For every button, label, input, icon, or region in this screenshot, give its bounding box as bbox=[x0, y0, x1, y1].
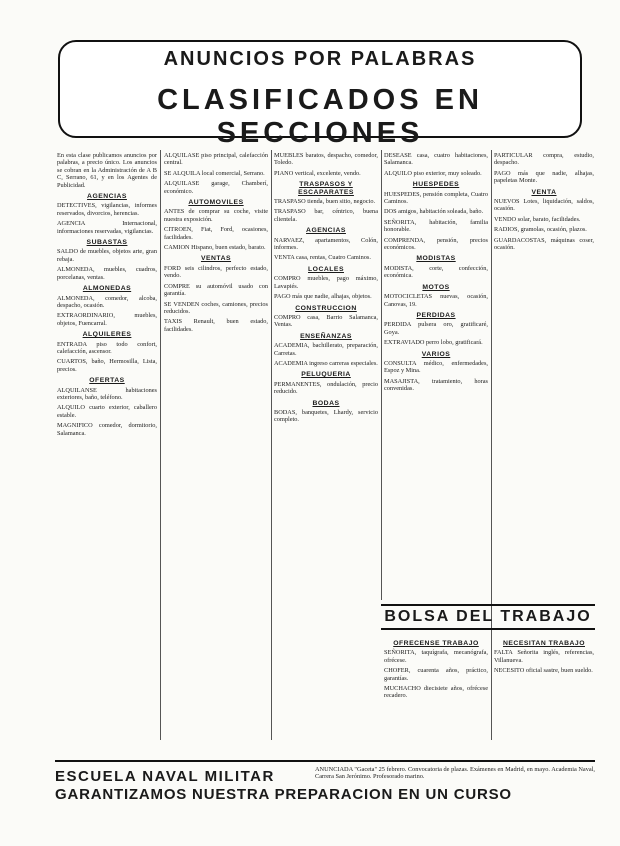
classified-ad: RADIOS, gramolas, ocasión, plazos. bbox=[494, 226, 587, 234]
bolsa-del-trabajo-title: BOLSA DEL TRABAJO bbox=[381, 604, 595, 630]
column-1 bbox=[57, 152, 157, 712]
classified-ad: MOTOCICLETAS nuevas, ocasión, Canovas, 19. bbox=[384, 293, 488, 308]
classified-ad: ALQUILASE garage, Chamberí, económico. bbox=[164, 180, 268, 195]
column-rule bbox=[491, 150, 492, 740]
classified-ad: COMPRO casa, Barrio Salamanca, Ventas. bbox=[274, 313, 378, 329]
section-title: AUTOMOVILES bbox=[188, 199, 244, 207]
section-title: ALQUILERES bbox=[82, 331, 132, 339]
classified-ad: VENDO solar, barato, facilidades. bbox=[494, 215, 581, 223]
section-title: TRASPASOS Y ESCAPARATES bbox=[298, 181, 354, 196]
classified-ad: ALQUILO cuarto exterior, caballero estable. bbox=[57, 404, 157, 419]
classified-ad: NECESITO oficial sastre, buen sueldo. bbox=[494, 667, 593, 675]
classified-ad: TAXIS Renault, buen estado, facilidades. bbox=[164, 318, 268, 333]
classified-ad: TRASPASO bar, céntrico, buena clientela. bbox=[274, 208, 378, 223]
classified-ad: COMPRO muebles, pago máximo, Lavapiés. bbox=[274, 275, 378, 290]
classified-ad: MUEBLES baratos, despacho, comedor, Toledo. bbox=[274, 152, 378, 167]
classified-ad: FORD seis cilindros, perfecto estado, vendo. bbox=[164, 264, 268, 280]
header-title-line2: CLASIFICADOS EN SECCIONES bbox=[157, 84, 483, 149]
classified-ad: GUARDACOSTAS, máquinas coser, ocasión. bbox=[494, 236, 594, 252]
classified-ad: DETECTIVES, vigilancias, informes reservados, divorcios, herencias. bbox=[57, 202, 157, 217]
classified-ad: SEÑORITA, taquígrafa, mecanógrafa, ofrécese. bbox=[384, 649, 488, 664]
classified-ad: ENTRADA piso todo confort, calefacción, ascensor. bbox=[57, 340, 157, 355]
classified-ad: MUCHACHO diecisiete años, ofrécese recadero. bbox=[384, 685, 488, 700]
classified-ad: PERDIDA pulsera oro, gratificaré, Goya. bbox=[384, 321, 488, 336]
section-title: HUESPEDES bbox=[412, 181, 460, 189]
column-2 bbox=[164, 152, 268, 712]
classified-ad: SE ALQUILA local comercial, Serrano. bbox=[164, 169, 265, 177]
classified-ad: NUEVOS Lotes, liquidación, saldos, ocasión. bbox=[494, 198, 594, 213]
classified-ad: NARVAEZ, apartamentos, Colón, informes. bbox=[274, 236, 378, 252]
classified-ad: VENTA casa, rentas, Cuatro Caminos. bbox=[274, 254, 371, 262]
classified-ad: HUESPEDES, pensión completa, Cuatro Caminos. bbox=[384, 190, 488, 206]
classified-ad: MAGNIFICO comedor, dormitorio, Salamanca. bbox=[57, 422, 157, 437]
column-rule bbox=[160, 150, 161, 740]
classified-ad: ALQUILANSE habitaciones exteriores, baño, teléfono. bbox=[57, 386, 157, 401]
classified-ad: DOS amigos, habitación soleada, baño. bbox=[384, 208, 484, 216]
classified-ad: EXTRAORDINARIO, muebles, objetos, Fuencarral. bbox=[57, 312, 157, 327]
column-4 bbox=[384, 152, 488, 592]
classified-ad: COMPRE su automóvil usado con garantía. bbox=[164, 282, 268, 298]
bolsa-necesita-column bbox=[494, 636, 594, 746]
section-title: CONSTRUCCION bbox=[295, 304, 357, 312]
classified-ad: SEÑORITA, habitación, familia honorable. bbox=[384, 218, 488, 234]
section-title: VARIOS bbox=[421, 350, 451, 358]
classified-ad: BODAS, banquetes, Lhardy, servicio completo. bbox=[274, 408, 378, 424]
col1-sections bbox=[57, 193, 157, 437]
classified-ad: CHOFER, cuarenta años, práctico, garantías. bbox=[384, 667, 488, 682]
header-title-line1: ANUNCIOS POR PALABRAS bbox=[163, 48, 477, 70]
classified-ad: FALTA Señorita inglés, referencias, Villanueva. bbox=[494, 649, 594, 664]
classified-ad: ANTES de comprar su coche, visite nuestra exposición. bbox=[164, 208, 268, 223]
classified-ad: ACADEMIA ingreso carreras especiales. bbox=[274, 359, 378, 367]
classified-ad: TRASPASO tienda, buen sitio, negocio. bbox=[274, 198, 376, 206]
classified-ad: ACADEMIA, bachillerato, preparación, Carretas. bbox=[274, 342, 378, 357]
column-rule bbox=[271, 150, 272, 740]
classified-ad: MODISTA, corte, confección, económica. bbox=[384, 264, 488, 280]
classified-ad: EXTRAVIADO perro lobo, gratificará. bbox=[384, 339, 483, 347]
naval-school-ad bbox=[55, 760, 595, 804]
classified-ad: PARTICULAR compra, estudio, despacho. bbox=[494, 152, 594, 167]
classified-ad: SALDO de muebles, objetos arte, gran rebaja. bbox=[57, 248, 157, 263]
section-title: PERDIDAS bbox=[416, 311, 456, 319]
section-title: OFERTAS bbox=[89, 377, 125, 385]
bolsa-oferta-column bbox=[384, 636, 488, 746]
classified-ad: ALMONEDA, comedor, alcoba, despacho, ocasión. bbox=[57, 294, 157, 309]
footer-slogan: GARANTIZAMOS NUESTRA PREPARACION EN UN CURSO bbox=[55, 786, 512, 803]
classified-ad: MASAJISTA, tratamiento, horas convenidas. bbox=[384, 377, 488, 393]
footer-headline: ESCUELA NAVAL MILITAR bbox=[55, 768, 275, 785]
section-title: LOCALES bbox=[308, 265, 344, 273]
classified-ad: CAMION Hispano, buen estado, barato. bbox=[164, 244, 266, 252]
section-title: SUBASTAS bbox=[86, 239, 128, 247]
section-title: ALMONEDAS bbox=[82, 285, 132, 293]
classified-ad: PAGO más que nadie, alhajas, objetos. bbox=[274, 293, 372, 301]
classified-ad: PIANO vertical, excelente, vendo. bbox=[274, 169, 361, 177]
section-title: PELUQUERIA bbox=[301, 371, 351, 379]
classifieds-header bbox=[58, 40, 582, 149]
section-title: MOTOS bbox=[422, 283, 450, 291]
classified-ad: CONSULTA médico, enfermedades, Espoz y Mina. bbox=[384, 359, 488, 375]
classified-ad: PAGO más que nadie, alhajas, papeletas Monte. bbox=[494, 169, 594, 185]
section-title: NECESITAN TRABAJO bbox=[502, 640, 585, 647]
section-title: AGENCIAS bbox=[87, 193, 127, 201]
section-title: OFRECENSE TRABAJO bbox=[393, 640, 479, 647]
classified-ad: ALQUILASE piso principal, calefacción central. bbox=[164, 152, 268, 167]
classified-ad: SE VENDEN coches, camiones, precios reducidos. bbox=[164, 300, 268, 315]
footer-small-text: ANUNCIADA "Gaceta" 25 febrero. Convocatoria de plazas. Exámenes en Madrid, en mayo. Academia Naval, Carrera San Jerónimo. Profesorado marino. bbox=[315, 766, 595, 781]
section-title: MODISTAS bbox=[416, 255, 456, 263]
section-title: BODAS bbox=[312, 399, 340, 407]
classified-ad: ALMONEDA, muebles, cuadros, porcelanas, ventas. bbox=[57, 266, 157, 281]
column-5 bbox=[494, 152, 594, 592]
classified-ad: CITROEN, Fiat, Ford, ocasiones, facilidades. bbox=[164, 226, 268, 241]
section-title: AGENCIAS bbox=[306, 227, 346, 235]
column-rule bbox=[381, 150, 382, 600]
section-title: VENTAS bbox=[200, 255, 232, 263]
classified-ad: AGENCIA Internacional, informaciones reservadas, vigilancias. bbox=[57, 220, 157, 235]
section-title: VENTA bbox=[531, 188, 557, 196]
classified-ad: DESEASE casa, cuatro habitaciones, Salamanca. bbox=[384, 152, 488, 167]
classified-ad: ALQUILO piso exterior, muy soleado. bbox=[384, 169, 482, 177]
column-3 bbox=[274, 152, 378, 712]
classified-ad: PERMANENTES, ondulación, precio reducido. bbox=[274, 380, 378, 396]
classified-ad: COMPRENDA, pensión, precios económicos. bbox=[384, 236, 488, 252]
section-title: ENSEÑANZAS bbox=[300, 332, 352, 340]
intro-text: En esta clase publicamos anuncios por palabras, a precio único. Los anuncios se cobran en la Administración de A B C, Serrano, 61, y en los Agentes de Publicidad. bbox=[57, 152, 157, 189]
classified-ad: CUARTOS, baño, Hermosilla, Lista, precios. bbox=[57, 358, 157, 373]
